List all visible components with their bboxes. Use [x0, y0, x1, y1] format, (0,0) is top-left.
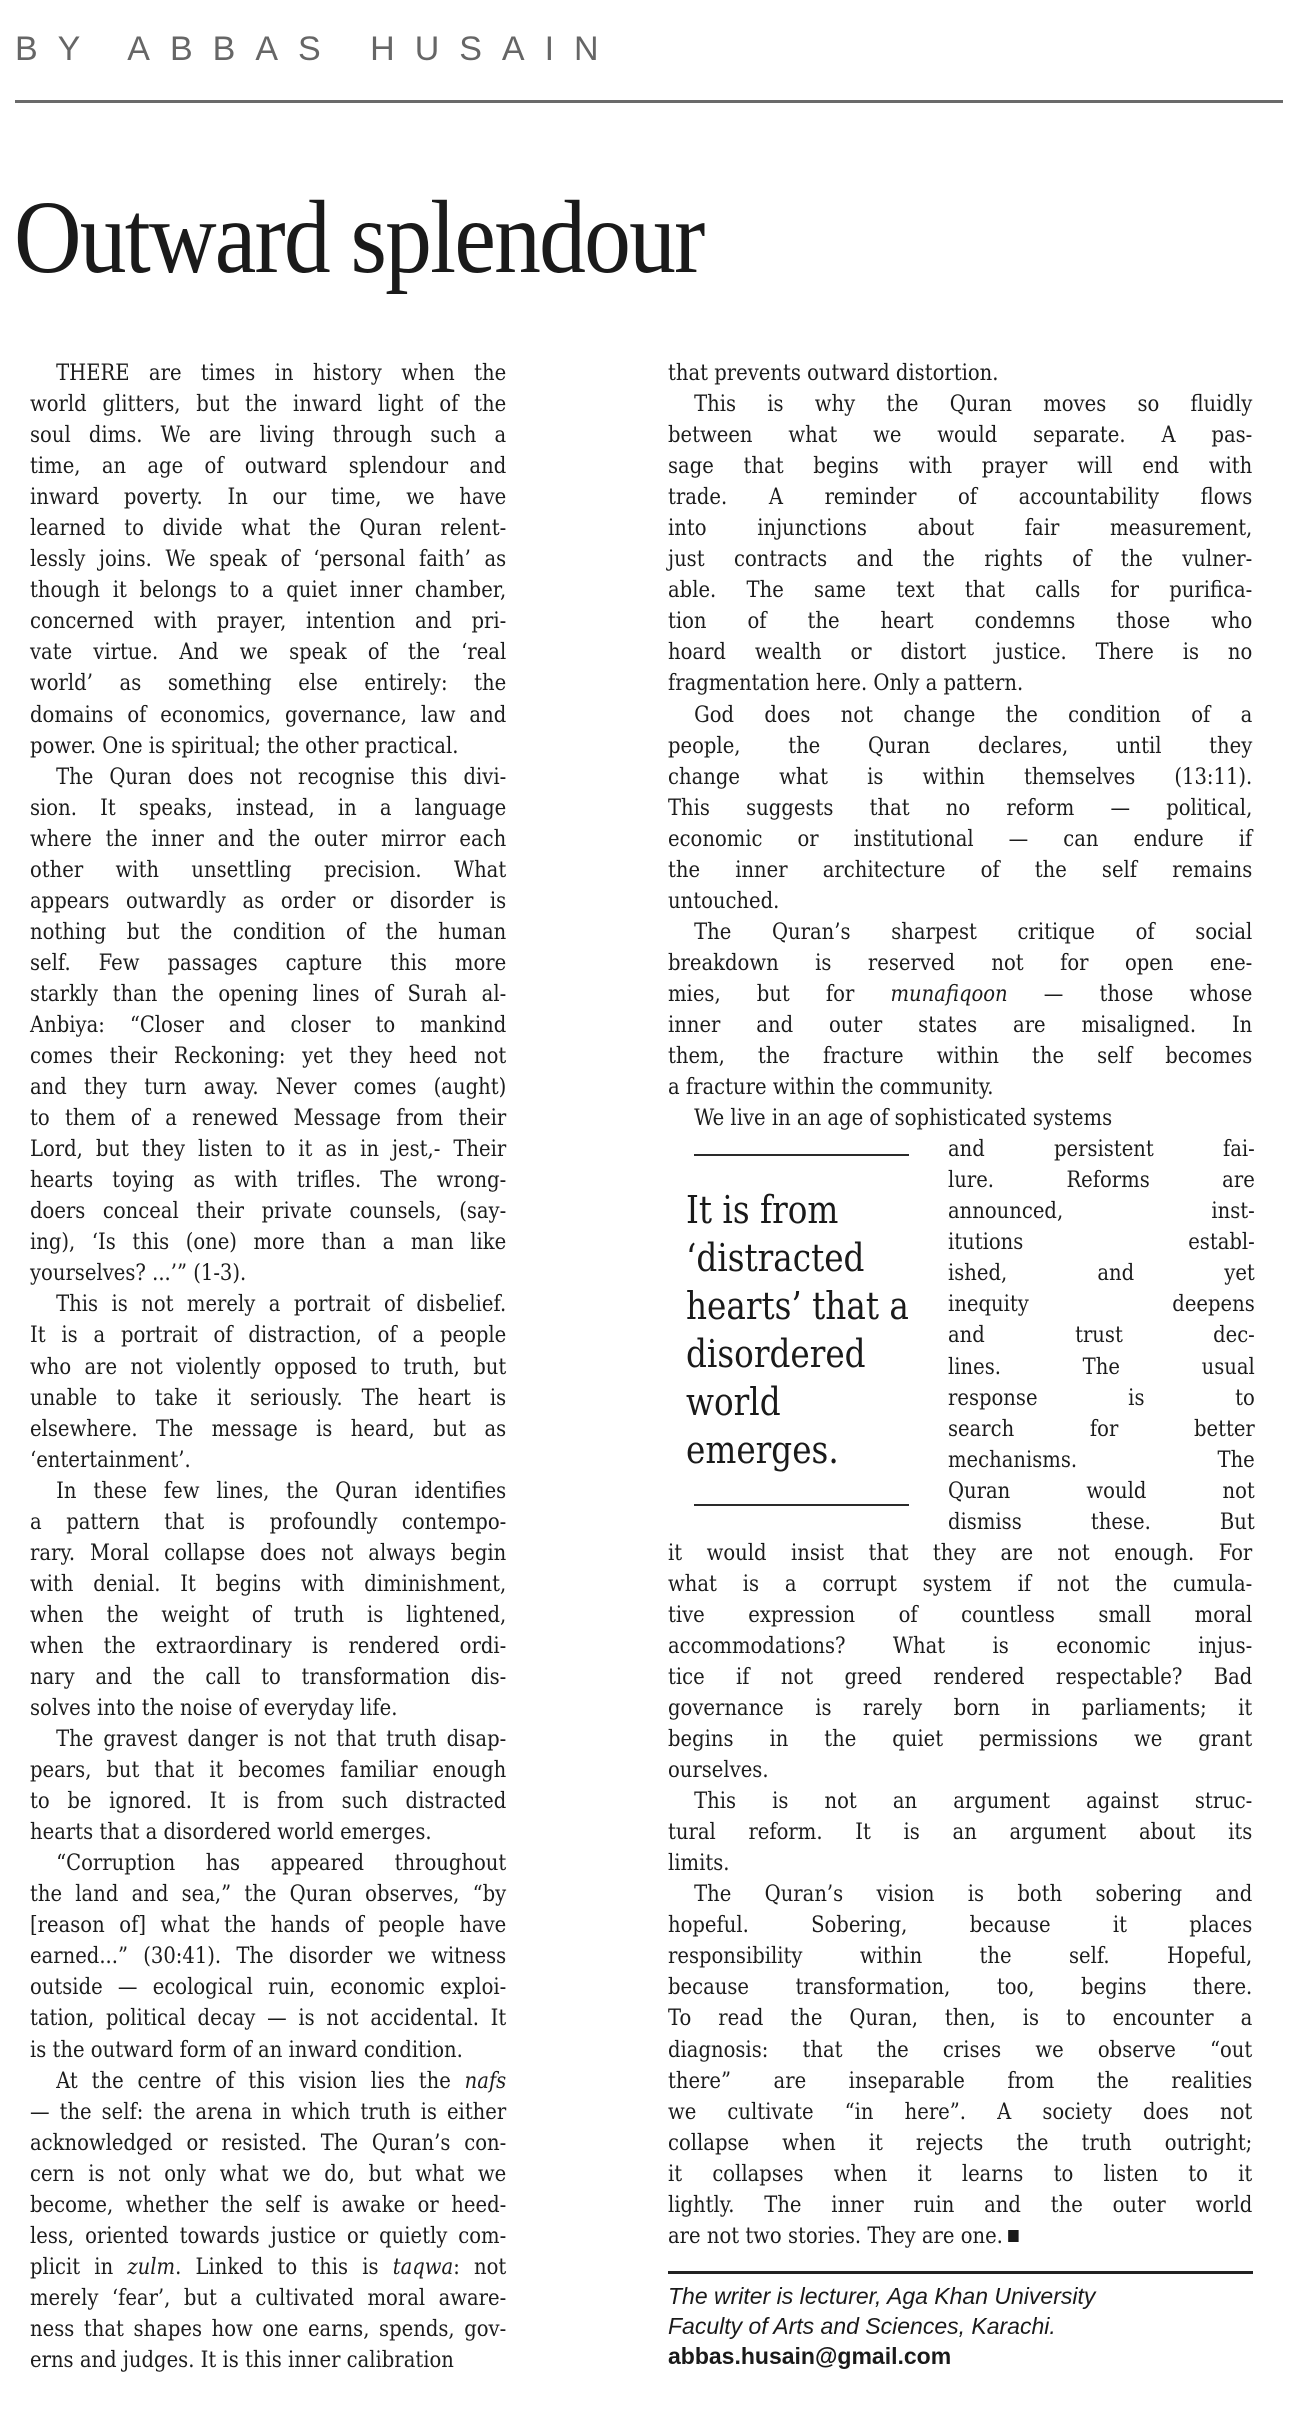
- text-line: limits.: [668, 1850, 730, 1877]
- text-line: cern is not only what we do, but what we: [30, 2160, 507, 2187]
- article-paragraph: [30, 358, 506, 762]
- text-line: Lord, but they listen to it as in jest,- Their: [30, 1136, 507, 1163]
- text-line: elsewhere. The message is heard, but as: [30, 1415, 507, 1442]
- text-line: It is a portrait of distraction, of a people: [30, 1322, 507, 1349]
- text-line: and trust dec-: [948, 1322, 1255, 1349]
- pull-quote-line: emerges.: [686, 1428, 839, 1473]
- text-line: world’ as something else entirely: the: [30, 670, 507, 697]
- text-line: Anbiya: “Closer and closer to mankind: [30, 1011, 507, 1038]
- article-paragraph: [668, 1538, 1252, 1786]
- text-line: because transformation, too, begins there.: [668, 1974, 1253, 2001]
- text-line: tice if not greed rendered respectable? Bad: [668, 1663, 1253, 1690]
- text-line: just contracts and the rights of the vulner-: [668, 546, 1253, 573]
- text-line: other with unsettling precision. What: [30, 856, 507, 883]
- text-line: learned to divide what the Quran relent-: [30, 515, 507, 542]
- text-line: people, the Quran declares, until they: [668, 732, 1253, 759]
- text-line: world glitters, but the inward light of the: [30, 391, 507, 418]
- text-line: untouched.: [668, 887, 780, 914]
- text-line: The Quran’s sharpest critique of social: [694, 918, 1253, 945]
- text-line: unable to take it seriously. The heart is: [30, 1384, 507, 1411]
- text-line: appears outwardly as order or disorder is: [30, 887, 507, 914]
- text-line: ing), ‘Is this (one) more than a man like: [30, 1229, 507, 1256]
- text-line: begins in the quiet permissions we grant: [668, 1726, 1253, 1753]
- article-column-right: [668, 358, 1255, 2252]
- text-line: is the outward form of an inward condition.: [30, 2036, 463, 2063]
- text-line: concerned with prayer, intention and pri-: [30, 608, 507, 635]
- pull-quote-top-rule: [694, 1154, 909, 1156]
- text-line: response is to: [948, 1384, 1255, 1411]
- text-line: lure. Reforms are: [948, 1167, 1255, 1194]
- text-line: breakdown is reserved not for open ene-: [668, 949, 1253, 976]
- text-line: the land and sea,” the Quran observes, “by: [30, 1881, 507, 1908]
- text-line: — the self: the arena in which truth is either: [30, 2098, 507, 2125]
- text-line: announced, inst-: [948, 1198, 1255, 1225]
- text-line: comes their Reckoning: yet they heed not: [30, 1043, 507, 1070]
- text-line: We live in an age of sophisticated systems: [694, 1105, 1113, 1132]
- text-line: This is why the Quran moves so fluidly: [694, 391, 1253, 418]
- text-line: Quran would not: [948, 1477, 1255, 1504]
- author-bio-line-2: Faculty of Arts and Sciences, Karachi.: [668, 2313, 1056, 2339]
- text-line: The gravest danger is not that truth disap-: [56, 1726, 507, 1753]
- pull-quote-line: It is from: [686, 1188, 839, 1233]
- text-line: lessly joins. We speak of ‘personal faith’ as: [30, 546, 507, 573]
- text-line: God does not change the condition of a: [694, 701, 1253, 728]
- text-line: search for better: [948, 1415, 1255, 1442]
- pull-quote-line: ‘distracted: [686, 1236, 865, 1281]
- author-email[interactable]: abbas.husain@gmail.com: [668, 2343, 952, 2369]
- text-line: it would insist that they are not enough. For: [668, 1539, 1253, 1566]
- text-line: where the inner and the outer mirror each: [30, 825, 507, 852]
- author-bio-line-1: The writer is lecturer, Aga Khan University: [668, 2283, 1096, 2309]
- text-line: earned...” (30:41). The disorder we witness: [30, 1943, 507, 1970]
- text-line: yourselves? ...’” (1-3).: [30, 1260, 247, 1287]
- text-line: To read the Quran, then, is to encounter a: [668, 2005, 1253, 2032]
- pull-quote-line: hearts’ that a: [686, 1284, 909, 1329]
- text-line: tural reform. It is an argument about its: [668, 1819, 1253, 1846]
- text-line: hopeful. Sobering, because it places: [668, 1912, 1253, 1939]
- text-line: a pattern that is profoundly contempo-: [30, 1508, 507, 1535]
- pull-quote-line: world: [686, 1380, 781, 1425]
- text-line: what is a corrupt system if not the cumula-: [668, 1570, 1253, 1597]
- text-line: This is not an argument against struc-: [694, 1788, 1253, 1815]
- text-line: hearts that a disordered world emerges.: [30, 1819, 432, 1846]
- text-line: become, whether the self is awake or heed-: [30, 2191, 507, 2218]
- text-line: are not two stories. They are one.: [668, 2221, 1252, 2252]
- text-line: economic or institutional — can endure if: [668, 825, 1253, 852]
- text-line: itutions establ-: [948, 1229, 1255, 1256]
- text-line: when the weight of truth is lightened,: [30, 1601, 507, 1628]
- text-line: the inner architecture of the self remains: [668, 856, 1253, 883]
- text-line: erns and judges. It is this inner calibration: [30, 2347, 454, 2373]
- text-line: a fracture within the community.: [668, 1074, 994, 1101]
- text-line: governance is rarely born in parliaments; it: [668, 1695, 1253, 1722]
- text-line: acknowledged or resisted. The Quran’s con-: [30, 2129, 507, 2156]
- text-line: tive expression of countless small moral: [668, 1601, 1253, 1628]
- text-line: doers conceal their private counsels, (say-: [30, 1198, 507, 1225]
- text-line: though it belongs to a quiet inner chamber,: [30, 577, 507, 604]
- text-line: it collapses when it learns to listen to it: [668, 2160, 1253, 2187]
- text-line: THERE are times in history when the: [56, 360, 507, 386]
- narrow-text-beside-quote: [948, 1134, 1255, 1538]
- text-line: sage that begins with prayer will end with: [668, 453, 1253, 480]
- text-line: self. Few passages capture this more: [30, 949, 507, 976]
- text-line: inward poverty. In our time, we have: [30, 484, 507, 511]
- text-line: that prevents outward distortion.: [668, 360, 999, 386]
- pull-quote-bottom-rule: [694, 1504, 909, 1506]
- article-paragraph: [30, 1724, 506, 1848]
- text-line: to them of a renewed Message from their: [30, 1105, 507, 1132]
- text-line: inequity deepens: [948, 1291, 1255, 1318]
- text-line: soul dims. We are living through such a: [30, 422, 507, 449]
- text-line: This is not merely a portrait of disbelief.: [56, 1291, 507, 1318]
- author-bio-divider: [668, 2271, 1253, 2274]
- end-of-article-square-icon: [1008, 2230, 1018, 2242]
- article-paragraph: [668, 389, 1252, 699]
- headline: Outward splendour: [14, 180, 704, 295]
- text-line: [reason of] what the hands of people have: [30, 1912, 507, 1939]
- text-line: with denial. It begins with diminishment,: [30, 1570, 507, 1597]
- text-line: diagnosis: that the crises we observe “out: [668, 2036, 1253, 2063]
- text-line: less, oriented towards justice or quietly com-: [30, 2222, 507, 2249]
- article-paragraph: [30, 1476, 506, 1724]
- text-line: starkly than the opening lines of Surah al-: [30, 980, 507, 1007]
- pull-quote-line: disordered: [686, 1332, 866, 1377]
- text-line: plicit in zulm. Linked to this is taqwa: not: [30, 2253, 507, 2280]
- text-line: hearts toying as with trifles. The wrong-: [30, 1167, 507, 1194]
- text-line: In these few lines, the Quran identifies: [56, 1477, 507, 1504]
- text-line: to be ignored. It is from such distracted: [30, 1788, 507, 1815]
- pull-quote-wrap: [668, 1134, 1255, 1538]
- text-line: nary and the call to transformation dis-: [30, 1663, 507, 1690]
- text-line: dismiss these. But: [948, 1508, 1255, 1535]
- text-line: accommodations? What is economic injus-: [668, 1632, 1253, 1659]
- text-line: The Quran’s vision is both sobering and: [694, 1881, 1253, 1908]
- text-line: vate virtue. And we speak of the ‘real: [30, 639, 507, 666]
- text-line: into injunctions about fair measurement,: [668, 515, 1253, 542]
- text-line: change what is within themselves (13:11).: [668, 763, 1253, 790]
- article-paragraph: [30, 1848, 506, 2065]
- pull-quote-text: [686, 1186, 935, 1474]
- text-line: tation, political decay — is not accidental. It: [30, 2005, 507, 2032]
- text-line: sion. It speaks, instead, in a language: [30, 794, 507, 821]
- article-paragraph: [30, 2066, 506, 2376]
- text-line: solves into the noise of everyday life.: [30, 1695, 398, 1722]
- text-line: them, the fracture within the self becomes: [668, 1043, 1253, 1070]
- article-paragraph: [668, 358, 1252, 389]
- text-line: power. One is spiritual; the other practical.: [30, 732, 459, 759]
- text-line: nothing but the condition of the human: [30, 918, 507, 945]
- article-paragraph: [30, 762, 506, 1290]
- text-line: responsibility within the self. Hopeful,: [668, 1943, 1253, 1970]
- text-line: time, an age of outward splendour and: [30, 453, 507, 480]
- text-line: pears, but that it becomes familiar enough: [30, 1757, 507, 1784]
- text-line: ourselves.: [668, 1757, 769, 1784]
- article-paragraph: [668, 1103, 1252, 1134]
- text-line: between what we would separate. A pas-: [668, 422, 1253, 449]
- text-line: there” are inseparable from the realities: [668, 2067, 1253, 2094]
- text-line: inner and outer states are misaligned. In: [668, 1011, 1253, 1038]
- article-paragraph: [30, 1289, 506, 1475]
- article-column-left: [30, 358, 506, 2376]
- text-line: domains of economics, governance, law and: [30, 701, 507, 728]
- text-line: tion of the heart condemns those who: [668, 608, 1253, 635]
- byline-divider: [15, 100, 1283, 103]
- text-line: rary. Moral collapse does not always begin: [30, 1539, 507, 1566]
- text-line: mechanisms. The: [948, 1446, 1255, 1473]
- text-line: and persistent fai-: [948, 1136, 1255, 1163]
- article-paragraph: [668, 917, 1252, 1103]
- text-line: who are not violently opposed to truth, but: [30, 1353, 507, 1380]
- text-line: lightly. The inner ruin and the outer world: [668, 2191, 1253, 2218]
- text-line: trade. A reminder of accountability flows: [668, 484, 1253, 511]
- text-line: and they turn away. Never comes (aught): [30, 1074, 507, 1101]
- article-paragraph: [668, 1786, 1252, 1879]
- text-line: collapse when it rejects the truth outright;: [668, 2129, 1253, 2156]
- text-line: ‘entertainment’.: [30, 1446, 191, 1473]
- text-line: hoard wealth or distort justice. There is no: [668, 639, 1253, 666]
- text-line: At the centre of this vision lies the nafs: [56, 2067, 507, 2094]
- article-paragraph: [668, 700, 1252, 917]
- pull-quote: [686, 1154, 936, 1506]
- text-line: The Quran does not recognise this divi-: [56, 763, 507, 790]
- text-line: mies, but for munafiqoon — those whose: [668, 980, 1253, 1007]
- text-line: lines. The usual: [948, 1353, 1255, 1380]
- text-line: “Corruption has appeared throughout: [56, 1850, 507, 1877]
- text-line: we cultivate “in here”. A society does not: [668, 2098, 1253, 2125]
- text-line: able. The same text that calls for purifica-: [668, 577, 1253, 604]
- article-paragraph: [668, 1879, 1252, 2252]
- text-line: This suggests that no reform — political,: [668, 794, 1253, 821]
- text-line: fragmentation here. Only a pattern.: [668, 670, 1024, 697]
- text-line: ness that shapes how one earns, spends, gov-: [30, 2315, 507, 2342]
- text-line: merely ‘fear’, but a cultivated moral aware-: [30, 2284, 507, 2311]
- author-bio: [668, 2281, 1268, 2371]
- byline: BY ABBAS HUSAIN: [15, 30, 619, 68]
- text-line: when the extraordinary is rendered ordi-: [30, 1632, 507, 1659]
- text-line: outside — ecological ruin, economic exploi-: [30, 1974, 507, 2001]
- text-line: ished, and yet: [948, 1260, 1255, 1287]
